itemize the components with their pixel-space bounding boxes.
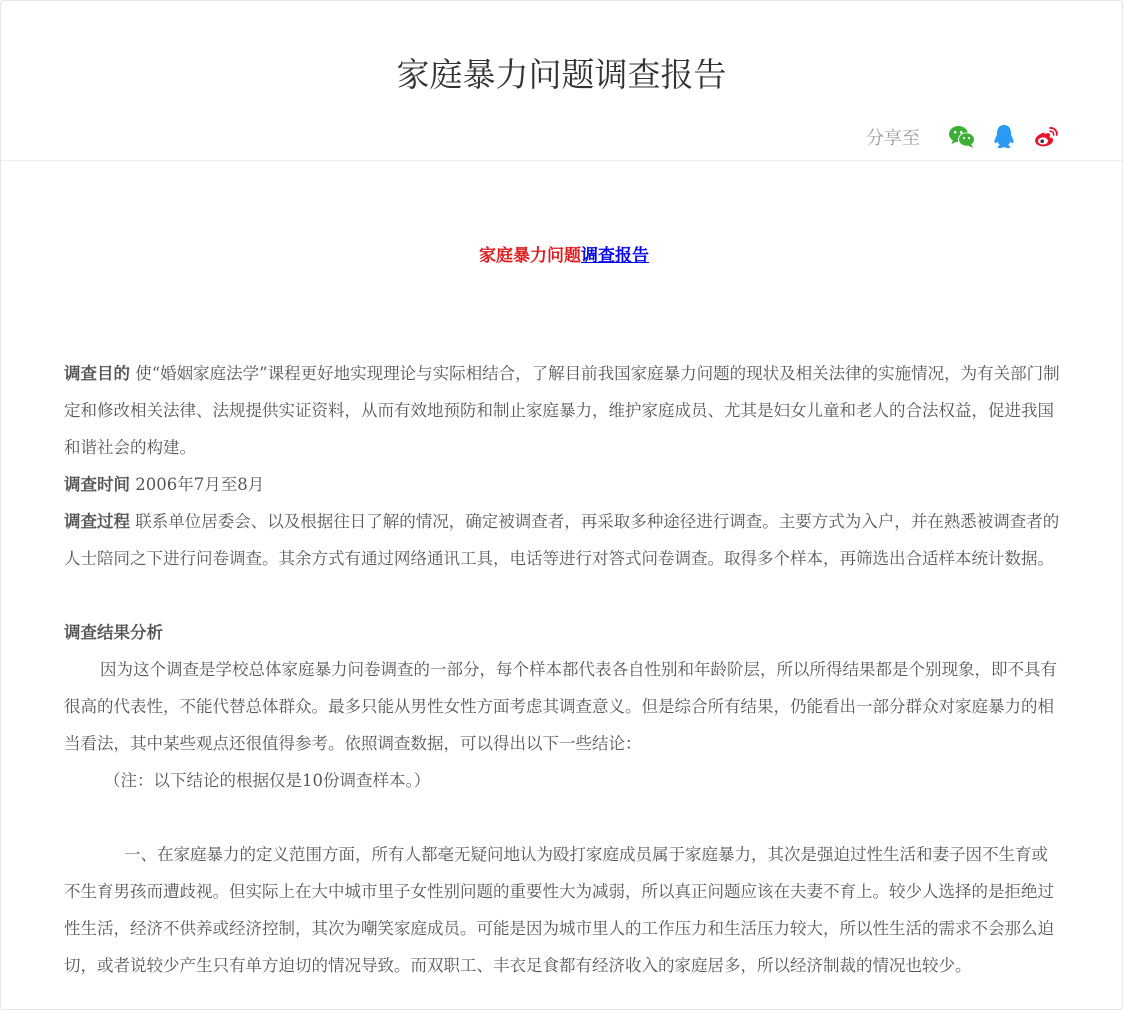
section-one-paragraph: 一、在家庭暴力的定义范围方面，所有人都毫无疑问地认为殴打家庭成员属于家庭暴力，其次是强迫过性生活和妻子因不生育或不生育男孩而遭歧视。但实际上在大中城市里子女性别问题的重要性大为减弱，所以真正问题应该在夫妻不育上。较少人选择的是拒绝过性生活，经济不供养或经济控制，其次为嘲笑家庭成员。可能是因为城市里人的工作压力和生活压力较大，所以性生活的需求不会那么迫切，或者说较少产生只有单方迫切的情况导致。而双职工、丰衣足食都有经济收入的家庭居多，所以经济制裁的情况也较少。: [64, 845, 1054, 975]
article-header: [1, 1, 1122, 161]
document-title-text: 家庭暴力问题: [479, 246, 581, 266]
time-label: 调查时间: [64, 475, 130, 494]
analysis-paragraph: 因为这个调查是学校总体家庭暴力问卷调查的一部分，每个样本都代表各自性别和年龄阶层，所以所得结果都是个别现象，即不具有很高的代表性，不能代替总体群众。最多只能从男性女性方面考虑其调查意义。但是综合所有结果，仍能看出一部分群众对家庭暴力的相当看法，其中某些观点还很值得参考。依照调查数据，可以得出以下一些结论：: [64, 660, 1057, 753]
purpose-label: 调查目的: [64, 364, 130, 383]
document-title: [64, 233, 1064, 279]
weibo-icon[interactable]: [1032, 124, 1060, 150]
time-text: 2006年7月至8月: [130, 475, 265, 494]
wechat-icon[interactable]: [948, 124, 976, 150]
share-bar: [866, 123, 1060, 151]
process-paragraph: [64, 503, 1064, 577]
share-label: 分享至: [866, 128, 920, 149]
process-label: 调查过程: [64, 512, 130, 531]
page-title: 家庭暴力问题调查报告: [396, 55, 727, 94]
time-paragraph: [64, 466, 1064, 503]
purpose-text: 使“婚姻家庭法学”课程更好地实现理论与实际相结合，了解目前我国家庭暴力问题的现状及相关法律的实施情况，为有关部门制定和修改相关法律、法规提供实证资料，从而有效地预防和制止家庭暴力，维护家庭成员、尤其是妇女儿童和老人的合法权益，促进我国和谐社会的构建。: [64, 364, 1060, 457]
qq-icon[interactable]: [990, 124, 1018, 150]
analysis-heading-text: 调查结果分析: [64, 623, 163, 642]
spacer: [64, 577, 1064, 614]
purpose-paragraph: [64, 355, 1064, 466]
spacer: [64, 799, 1064, 836]
article-body: [64, 233, 1064, 984]
analysis-heading: [64, 614, 1064, 651]
note-paragraph: （注：以下结论的根据仅是10份调查样本。）: [104, 771, 431, 790]
process-text: 联系单位居委会、以及根据往日了解的情况，确定被调查者，再采取多种途径进行调查。主要方式为入户，并在熟悉被调查者的人士陪同之下进行问卷调查。其余方式有通过网络通讯工具，电话等进行对答式问卷调查。取得多个样本，再筛选出合适样本统计数据。: [64, 512, 1060, 568]
document-title-link[interactable]: 调查报告: [581, 246, 649, 266]
